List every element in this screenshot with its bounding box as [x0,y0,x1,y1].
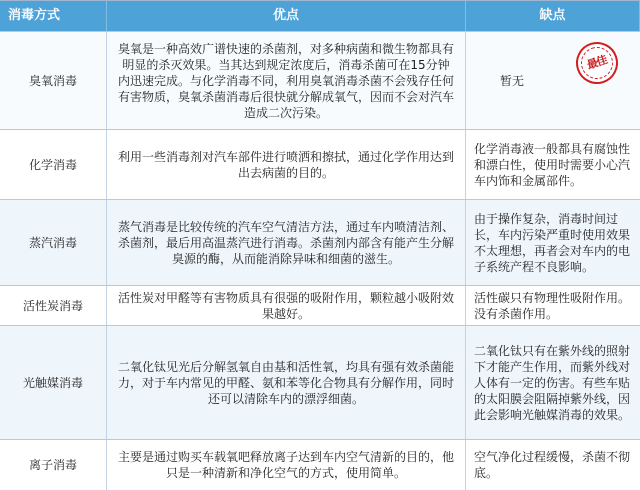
row-method: 活性炭消毒 [0,286,107,325]
table-row [0,130,640,200]
row-pros: 臭氧是一种高效广谱快速的杀菌剂，对多种病菌和微生物都具有明显的杀灭效果。当其达到规定浓度后，消毒杀菌可在15分钟内迅速完成。与化学消毒不同，利用臭氧消毒杀菌不会残存任何有害物质，臭氧杀菌消毒后很快就分解成氧气，因而不会对汽车造成二次污染。 [107,32,466,129]
row-pros: 蒸气消毒是比较传统的汽车空气清洁方法，通过车内喷清洁剂、杀菌剂，最后用高温蒸汽进行消毒。杀菌剂内部含有能产生分解臭源的酶，从而能消除异味和细菌的滋生。 [107,200,466,285]
best-stamp-label: 最佳 [577,43,617,83]
row-pros: 二氧化钛见光后分解氢氧自由基和活性氧，均具有强有效杀菌能力，对于车内常见的甲醛、氨和苯等化合物具有分解作用，同时还可以清除车内的漂浮细菌。 [107,326,466,439]
table-header-row [0,1,640,32]
table-row [0,440,640,490]
table-row [0,200,640,286]
row-method: 离子消毒 [0,440,107,490]
header-pros: 优点 [107,1,466,31]
row-cons: 化学消毒液一般都具有腐蚀性和漂白性，使用时需要小心汽车内饰和金属部件。 [474,141,631,188]
row-cons: 活性碳只有物理性吸附作用。没有杀菌作用。 [474,290,631,321]
row-pros: 主要是通过购买车载氧吧释放离子达到车内空气清新的目的，他只是一种清新和净化空气的方式，使用简单。 [107,440,466,490]
header-method: 消毒方式 [0,1,107,31]
header-cons: 缺点 [466,1,640,31]
table-row [0,286,640,326]
best-stamp-icon [571,37,624,90]
row-method: 臭氧消毒 [0,32,107,129]
row-method: 化学消毒 [0,130,107,199]
row-cons: 空气净化过程缓慢，杀菌不彻底。 [474,450,631,480]
row-pros: 活性炭对甲醛等有害物质具有很强的吸附作用，颗粒越小吸附效果越好。 [107,286,466,325]
row-cons: 由于操作复杂，消毒时间过长，车内污染严重时使用效果不太理想，再者会对车内的电子系统产程不良影响。 [474,211,631,274]
table-row [0,32,640,130]
table-row [0,326,640,440]
row-method: 蒸汽消毒 [0,200,107,285]
row-pros: 利用一些消毒剂对汽车部件进行喷洒和擦拭，通过化学作用达到出去病菌的目的。 [107,130,466,199]
row-method: 光触媒消毒 [0,326,107,439]
row-cons: 二氧化钛只有在紫外线的照射下才能产生作用，而紫外线对人体有一定的伤害。有些车贴的太阳膜会阻隔掉紫外线，因此会影响光触媒消毒的效果。 [474,343,631,422]
row-cons-cell [466,32,640,129]
row-cons: 暂无 [500,73,525,88]
